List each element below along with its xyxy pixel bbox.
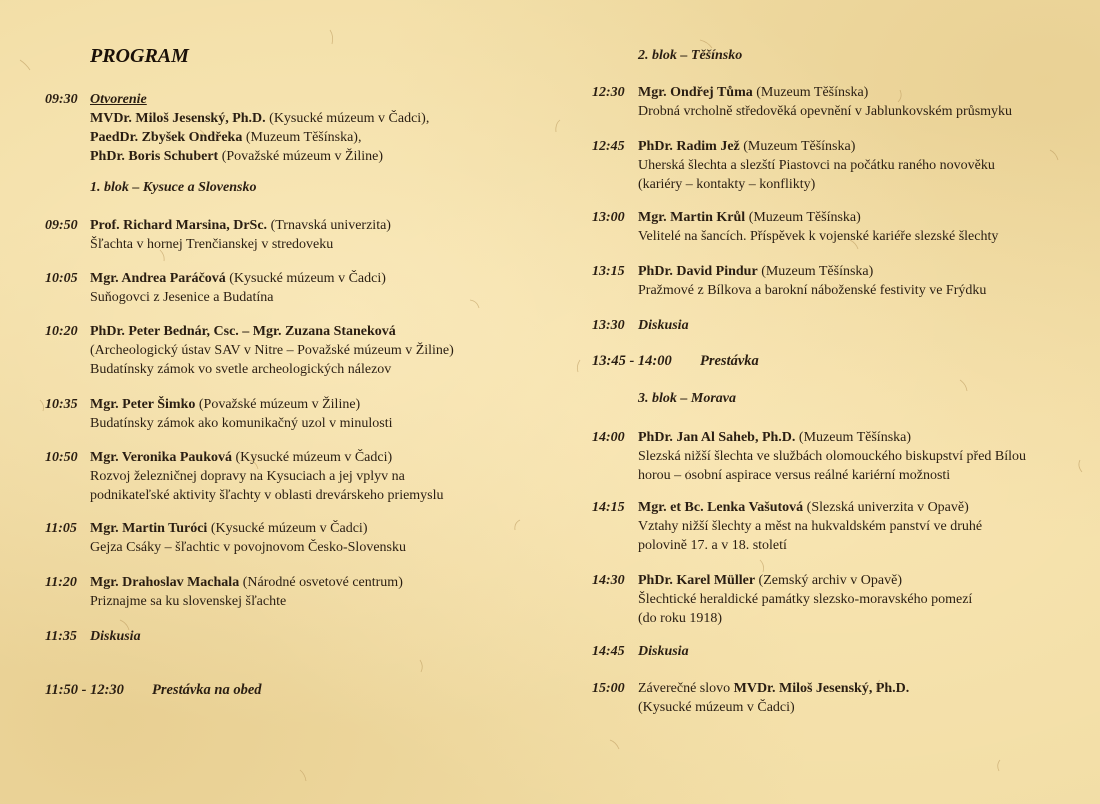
talk-title: Priznajme sa ku slovenskej šľachte	[90, 594, 287, 609]
affiliation-line: (Archeologický ústav SAV v Nitre – Považské múzeum v Žiline)	[90, 343, 454, 358]
time-label: 13:00	[592, 210, 625, 225]
entry-body	[90, 269, 386, 307]
time-label: 10:20	[45, 324, 78, 339]
time-label: 14:45	[592, 644, 625, 659]
speaker-line: Mgr. Veronika Pauková (Kysucké múzeum v Čadci)	[90, 450, 393, 465]
time-label: 13:45 - 14:00	[592, 353, 672, 369]
time-label: 10:50	[45, 450, 78, 465]
time-label: 09:50	[45, 218, 78, 233]
talk-title: polovině 17. a v 18. století	[638, 538, 787, 553]
talk-title: podnikateľské aktivity šľachty v oblasti drevárskeho priemyslu	[90, 488, 444, 503]
time-label: 10:35	[45, 397, 78, 412]
program-title: PROGRAM	[90, 45, 189, 67]
entry-body	[90, 519, 406, 557]
time-label: 11:20	[45, 575, 77, 590]
entry-body	[638, 137, 995, 194]
break-label: Prestávka	[700, 353, 759, 369]
entry-body	[90, 395, 393, 433]
speaker-line: Mgr. Martin Turóci (Kysucké múzeum v Čadci)	[90, 521, 368, 536]
speaker-line: Prof. Richard Marsina, DrSc. (Trnavská univerzita)	[90, 218, 391, 233]
talk-title: Gejza Csáky – šľachtic v povojnovom Česko-Slovensku	[90, 540, 406, 555]
speaker-line: Mgr. Peter Šimko (Považské múzeum v Žiline)	[90, 397, 361, 412]
talk-title: Suňogovci z Jesenice a Budatína	[90, 290, 274, 305]
entry-body	[638, 571, 972, 628]
entry-body	[638, 679, 909, 717]
break-label: Prestávka na obed	[152, 682, 262, 698]
time-label: 13:30	[592, 318, 625, 333]
opening-line: PaedDr. Zbyšek Ondřeka (Muzeum Těšínska),	[90, 130, 362, 145]
discussion-label: Diskusia	[90, 629, 141, 644]
talk-title: Slezská nižší šlechta ve službách olomouckého biskupství před Bílou	[638, 449, 1027, 464]
speaker-line: Mgr. Martin Krůl (Muzeum Těšínska)	[638, 210, 861, 225]
time-label: 09:30	[45, 92, 78, 107]
talk-title: Pražmové z Bílkova a barokní náboženské festivity ve Frýdku	[638, 283, 987, 298]
time-label: 10:05	[45, 271, 78, 286]
entry-body	[90, 216, 391, 254]
time-label: 11:50 - 12:30	[45, 682, 124, 698]
talk-title: (kariéry – kontakty – konflikty)	[638, 177, 816, 192]
talk-title: horou – osobní aspirace versus reálné kariérní možnosti	[638, 468, 951, 483]
affiliation-line: (Kysucké múzeum v Čadci)	[638, 700, 795, 715]
discussion-label: Diskusia	[638, 318, 689, 333]
entry-body	[638, 428, 1026, 485]
lunch-break	[45, 682, 445, 702]
speaker-line: PhDr. Radim Jež (Muzeum Těšínska)	[638, 139, 856, 154]
opening-line: MVDr. Miloš Jesenský, Ph.D. (Kysucké múzeum v Čadci),	[90, 111, 430, 126]
speaker-line: PhDr. Karel Müller (Zemský archiv v Opavě)	[638, 573, 902, 588]
entry-body	[638, 262, 986, 300]
coffee-break	[592, 353, 892, 373]
time-label: 11:05	[45, 521, 77, 536]
speaker-line: Záverečné slovo MVDr. Miloš Jesenský, Ph.D.	[638, 681, 910, 696]
entry-body	[90, 90, 429, 166]
entry-body	[90, 573, 403, 611]
entry-body	[90, 322, 454, 379]
entry-body	[638, 498, 982, 555]
speaker-line: PhDr. Peter Bednár, Csc. – Mgr. Zuzana Staneková	[90, 324, 396, 339]
block3-heading: 3. blok – Morava	[638, 391, 736, 406]
speaker-line: Mgr. et Bc. Lenka Vašutová (Slezská univerzita v Opavě)	[638, 500, 969, 515]
talk-title: Budatínsky zámok ako komunikačný uzol v minulosti	[90, 416, 393, 431]
block1-heading: 1. blok – Kysuce a Slovensko	[90, 180, 257, 195]
speaker-line: PhDr. David Pindur (Muzeum Těšínska)	[638, 264, 874, 279]
time-label: 12:30	[592, 85, 625, 100]
talk-title: (do roku 1918)	[638, 611, 722, 626]
entry-body	[90, 448, 444, 505]
time-label: 14:15	[592, 500, 625, 515]
time-label: 12:45	[592, 139, 625, 154]
speaker-line: PhDr. Jan Al Saheb, Ph.D. (Muzeum Těšínska)	[638, 430, 912, 445]
time-label: 14:00	[592, 430, 625, 445]
time-label: 11:35	[45, 629, 77, 644]
time-label: 13:15	[592, 264, 625, 279]
time-label: 14:30	[592, 573, 625, 588]
talk-title: Šlechtické heraldické památky slezsko-moravského pomezí	[638, 592, 973, 607]
entry-body	[638, 208, 998, 246]
speaker-line: Mgr. Ondřej Tůma (Muzeum Těšínska)	[638, 85, 869, 100]
talk-title: Rozvoj železničnej dopravy na Kysuciach a jej vplyv na	[90, 469, 405, 484]
opening-line: PhDr. Boris Schubert (Považské múzeum v Žiline)	[90, 149, 384, 164]
talk-title: Vztahy nižší šlechty a měst na hukvaldském panství ve druhé	[638, 519, 983, 534]
speaker-line: Mgr. Drahoslav Machala (Národné osvetové centrum)	[90, 575, 403, 590]
talk-title: Šľachta v hornej Trenčianskej v stredoveku	[90, 237, 334, 252]
talk-title: Drobná vrcholně středověká opevnění v Jablunkovském průsmyku	[638, 104, 1013, 119]
talk-title: Uherská šlechta a slezští Piastovci na počátku raného novověku	[638, 158, 995, 173]
opening-title: Otvorenie	[90, 92, 147, 107]
entry-body	[638, 83, 1012, 121]
time-label: 15:00	[592, 681, 625, 696]
talk-title: Budatínsky zámok vo svetle archeologických nálezov	[90, 362, 392, 377]
speaker-line: Mgr. Andrea Paráčová (Kysucké múzeum v Čadci)	[90, 271, 386, 286]
block2-heading: 2. blok – Těšínsko	[638, 48, 743, 63]
discussion-label: Diskusia	[638, 644, 689, 659]
talk-title: Velitelé na šancích. Příspěvek k vojenské kariéře slezské šlechty	[638, 229, 999, 244]
